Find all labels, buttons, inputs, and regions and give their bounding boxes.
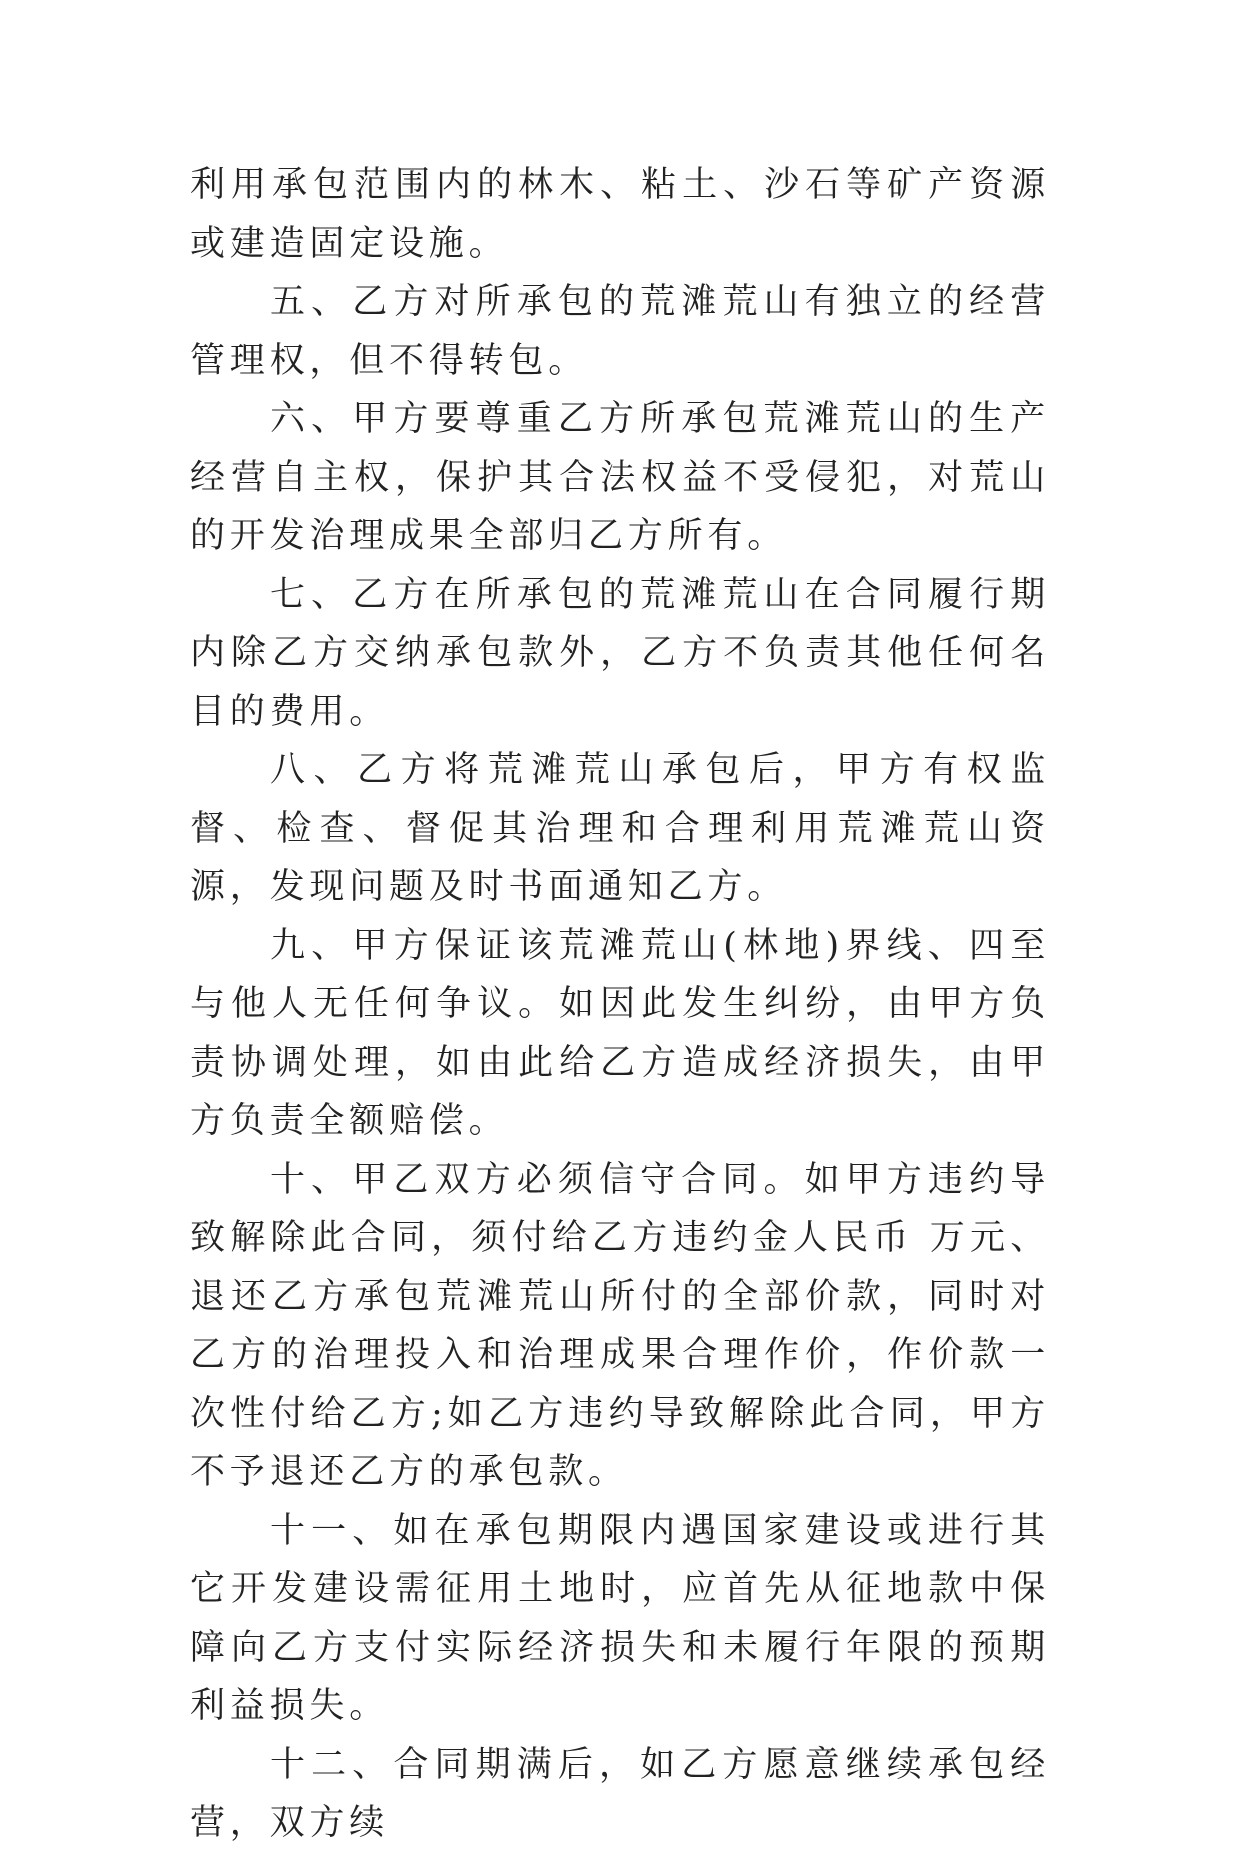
paragraph-clause-11: 十一、如在承包期限内遇国家建设或进行其它开发建设需征用土地时，应首先从征地款中保障向乙方支付实际经济损失和未履行年限的预期利益损失。 [190, 1510, 1050, 1726]
paragraph-clause-6: 六、甲方要尊重乙方所承包荒滩荒山的生产经营自主权，保护其合法权益不受侵犯，对荒山的开发治理成果全部归乙方所有。 [190, 399, 1050, 556]
paragraph-continuation: 利用承包范围内的林木、粘土、沙石等矿产资源或建造固定设施。 [190, 165, 1050, 264]
paragraph-clause-9: 九、甲方保证该荒滩荒山(林地)界线、四至与他人无任何争议。如因此发生纠纷，由甲方负责协调处理，如由此给乙方造成经济损失，由甲方负责全额赔偿。 [190, 925, 1050, 1141]
paragraph-clause-10: 十、甲乙双方必须信守合同。如甲方违约导致解除此合同，须付给乙方违约金人民币 万元、退还乙方承包荒滩荒山所付的全部价款，同时对乙方的治理投入和治理成果合理作价，作价款一次性付给乙方;如乙方违约导致解除此合同，甲方不予退还乙方的承包款。 [190, 1159, 1050, 1492]
paragraph-clause-12: 十二、合同期满后，如乙方愿意继续承包经营，双方续 [190, 1744, 1050, 1843]
paragraph-clause-8: 八、乙方将荒滩荒山承包后，甲方有权监督、检查、督促其治理和合理利用荒滩荒山资源，发现问题及时书面通知乙方。 [190, 750, 1050, 907]
paragraph-clause-7: 七、乙方在所承包的荒滩荒山在合同履行期内除乙方交纳承包款外，乙方不负责其他任何名目的费用。 [190, 574, 1050, 732]
document-body [190, 156, 1050, 1853]
paragraph-clause-5: 五、乙方对所承包的荒滩荒山有独立的经营管理权，但不得转包。 [190, 282, 1050, 381]
